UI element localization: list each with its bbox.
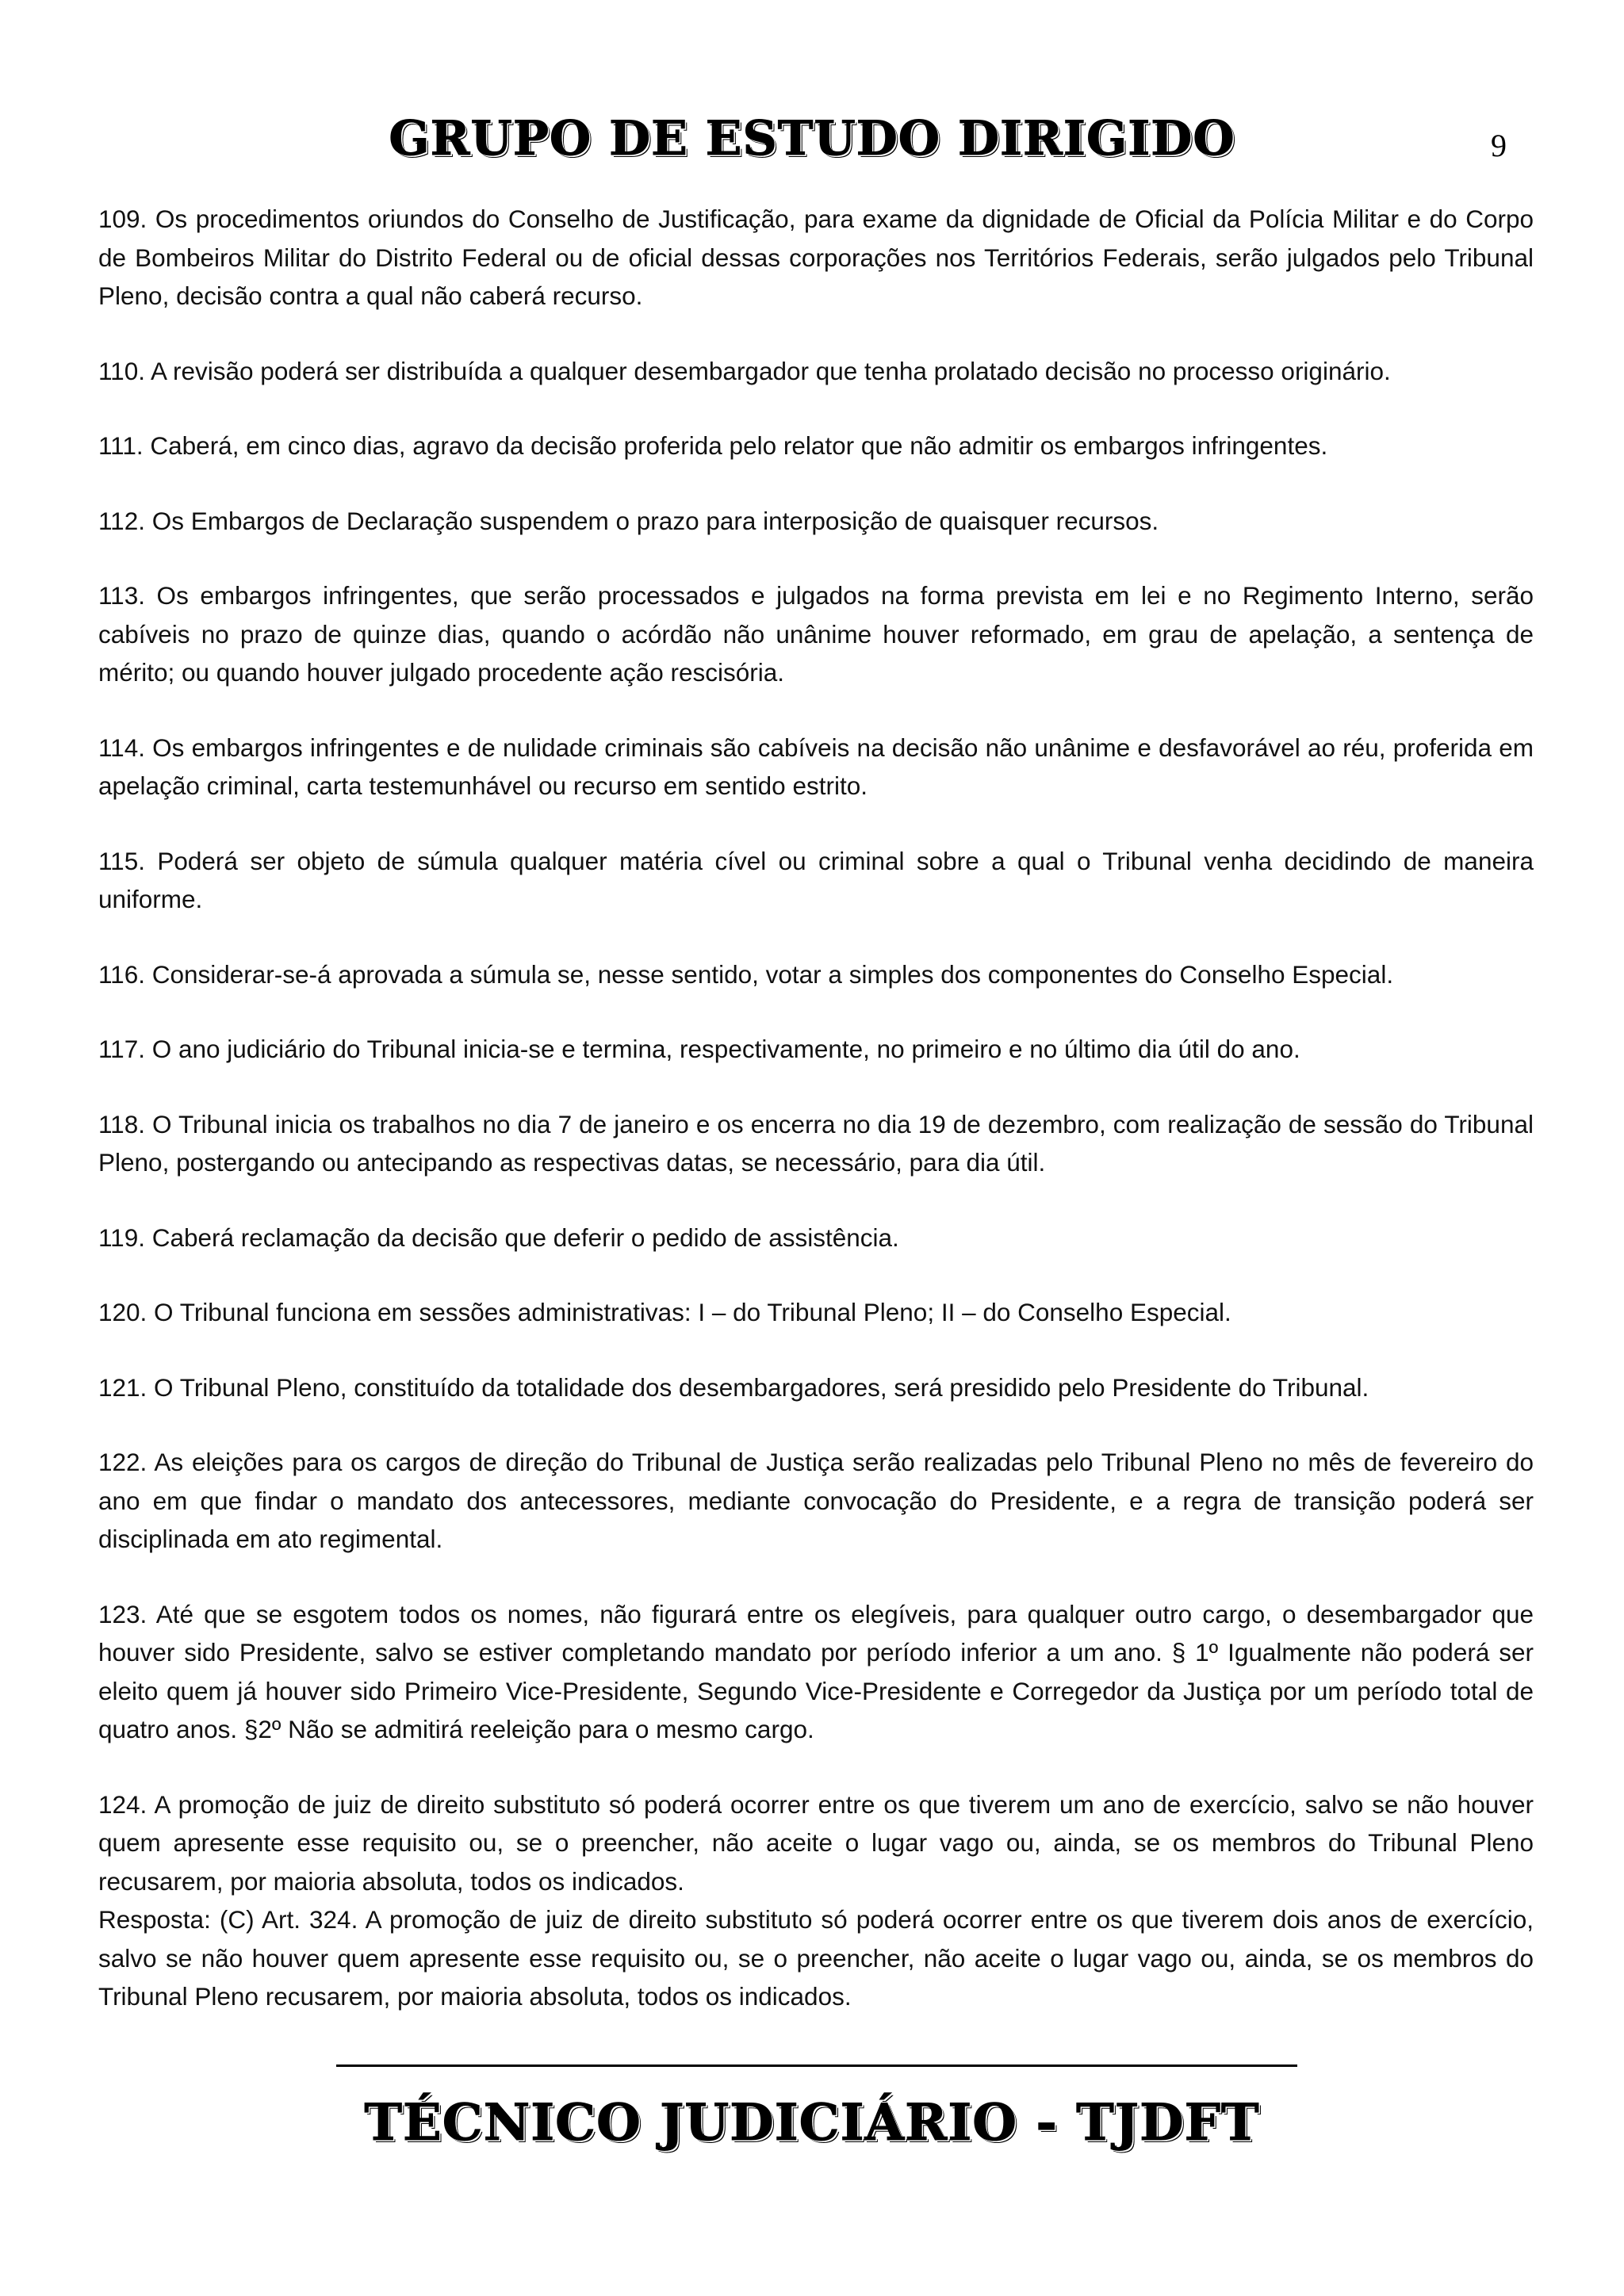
- item-110: 110. A revisão poderá ser distribuída a qualquer desembargador que tenha prolatado decisão no processo originário.: [98, 356, 1391, 385]
- item-120: 120. O Tribunal funciona em sessões administrativas: I – do Tribunal Pleno; II – do Conselho Especial.: [98, 1298, 1231, 1326]
- item-124: 124. A promoção de juiz de direito substituto só poderá ocorrer entre os que tiverem um ano de exercício, salvo se não houver quem apresente esse requisito ou, se o preencher, não aceite o lugar vago ou, ainda, se os membros do Tribunal Pleno recusarem, por maioria absoluta, todos os indicados.: [98, 1789, 1534, 1896]
- item-123: 123. Até que se esgotem todos os nomes, não figurará entre os elegíveis, para qualquer outro cargo, o desembargador que houver sido Presidente, salvo se estiver completando mandato por período inferior a um ano. § 1º Igualmente não poderá ser eleito quem já houver sido Primeiro Vice-Presidente, Segundo Vice-Presidente e Corregedor da Justiça por um período total de quatro anos. §2º Não se admitirá reeleição para o mesmo cargo.: [98, 1599, 1534, 1743]
- item-111: 111. Caberá, em cinco dias, agravo da decisão proferida pelo relator que não admitir os embargos infringentes.: [98, 431, 1328, 460]
- item-113: 113. Os embargos infringentes, que serão processados e julgados na forma prevista em lei e no Regimento Interno, serão cabíveis no prazo de quinze dias, quando o acórdão não unânime houver reformado, em grau de apelação, a sentença de mérito; ou quando houver julgado procedente ação rescisória.: [98, 581, 1534, 687]
- footer-title: TÉCNICO JUDICIÁRIO - TJDFT: [364, 2093, 1260, 2152]
- answer-text: Resposta: (C) Art. 324. A promoção de juiz de direito substituto só poderá ocorrer entre os que tiverem dois anos de exercício, salvo se não houver quem apresente esse requisito ou, se o preencher, não aceite o lugar vago ou, ainda, se os membros do Tribunal Pleno recusarem, por maioria absoluta, todos os indicados.: [98, 1905, 1534, 2011]
- page-title: GRUPO DE ESTUDO DIRIGIDO: [389, 111, 1235, 166]
- page-header: [0, 111, 1624, 174]
- question-list: [98, 200, 1534, 2016]
- item-115: 115. Poderá ser objeto de súmula qualquer matéria cível ou criminal sobre a qual o Tribunal venha decidindo de maneira uniforme.: [98, 846, 1534, 913]
- item-119: 119. Caberá reclamação da decisão que deferir o pedido de assistência.: [98, 1223, 899, 1252]
- item-121: 121. O Tribunal Pleno, constituído da totalidade dos desembargadores, será presidido pelo Presidente do Tribunal.: [98, 1372, 1369, 1402]
- item-114: 114. Os embargos infringentes e de nulidade criminais são cabíveis na decisão não unânime e desfavorável ao réu, proferida em apelação criminal, carta testemunhável ou recurso em sentido estrito.: [98, 733, 1534, 800]
- page-number: 9: [1491, 128, 1507, 163]
- item-118: 118. O Tribunal inicia os trabalhos no dia 7 de janeiro e os encerra no dia 19 de dezembro, com realização de sessão do Tribunal Pleno, postergando ou antecipando as respectivas datas, se necessário, para dia útil.: [98, 1109, 1534, 1177]
- item-112: 112. Os Embargos de Declaração suspendem o prazo para interposição de quaisquer recursos.: [98, 506, 1159, 535]
- item-122: 122. As eleições para os cargos de direção do Tribunal de Justiça serão realizadas pelo Tribunal Pleno no mês de fevereiro do ano em que findar o mandato dos antecessores, mediante convocação do Presidente, e a regra de transição poderá ser disciplinada em ato regimental.: [98, 1448, 1534, 1553]
- item-116: 116. Considerar-se-á aprovada a súmula se, nesse sentido, votar a simples dos componentes do Conselho Especial.: [98, 959, 1394, 989]
- item-117: 117. O ano judiciário do Tribunal inicia-se e termina, respectivamente, no primeiro e no último dia útil do ano.: [98, 1035, 1300, 1063]
- footer-divider: [336, 2064, 1297, 2067]
- item-109: 109. Os procedimentos oriundos do Conselho de Justificação, para exame da dignidade de Oficial da Polícia Militar e do Corpo de Bombeiros Militar do Distrito Federal ou de oficial dessas corporações nos Territórios Federais, serão julgados pelo Tribunal Pleno, decisão contra a qual não caberá recurso.: [98, 205, 1534, 310]
